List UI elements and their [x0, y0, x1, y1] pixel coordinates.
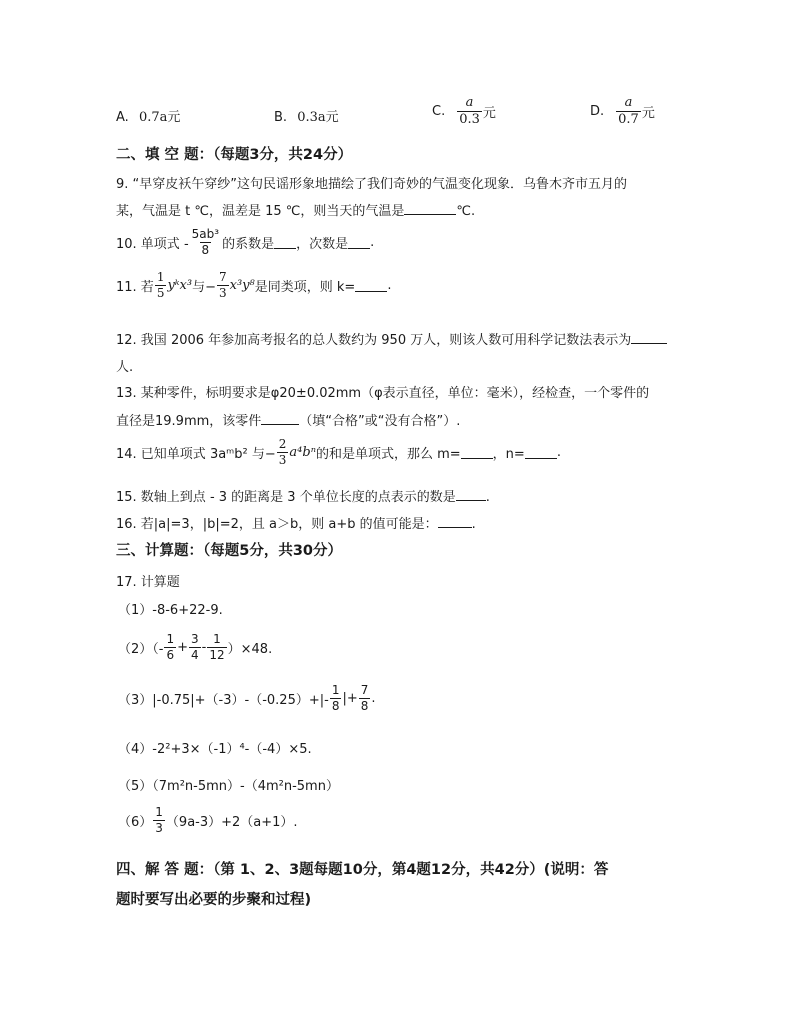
question-13-line-2: [116, 410, 460, 429]
question-10-text-2: ，次数是: [296, 236, 349, 252]
part-2-plus: +: [177, 639, 189, 655]
question-9-line-2: [116, 200, 475, 219]
fraction-numerator: 2: [278, 437, 287, 451]
question-11-fraction-1: [155, 271, 167, 299]
fraction-denominator: 0.3: [459, 111, 480, 127]
question-11-term-2: x³y⁸: [229, 277, 255, 293]
fraction-denominator: 3: [278, 452, 287, 467]
fraction-denominator: 8: [201, 242, 210, 257]
question-10-fraction: [190, 228, 221, 256]
question-10-end: .: [370, 234, 375, 250]
answer-blank-m: [461, 446, 493, 459]
question-11-term-1: yᵏx³: [167, 277, 193, 293]
question-17-part-6: [118, 806, 298, 834]
answer-blank: [438, 515, 472, 528]
fraction-numerator: 5ab³: [191, 227, 220, 241]
fraction-numerator: 1: [331, 683, 340, 697]
question-13-text-2: （填“合格”或“没有合格”）.: [299, 414, 461, 429]
answer-blank: [456, 488, 486, 501]
option-d: [590, 96, 655, 126]
option-c-label: C.: [432, 103, 446, 119]
answer-blank: [631, 331, 667, 344]
fraction-denominator: 3: [155, 820, 163, 835]
question-9-line-1: 9. “早穿皮袄午穿纱”这句民谣形象地描绘了我们奇妙的气温变化现象．乌鲁木齐市五月的: [116, 177, 628, 192]
question-13-text: 直径是19.9mm，该零件: [116, 414, 262, 429]
question-11-fraction-2: [217, 271, 229, 299]
section-4-heading-line-1: 四、解 答 题：（第 1、2、3题每题10分，第4题12分，共42分）(说明：答: [116, 862, 609, 878]
answer-blank-n: [525, 446, 557, 459]
option-d-label: D.: [590, 103, 605, 119]
part-2-minus: -: [201, 639, 207, 655]
question-14-term: a⁴bⁿ: [289, 444, 316, 460]
option-c: [432, 96, 496, 126]
question-10-prefix: 10. 单项式 -: [116, 236, 189, 252]
question-15: [116, 486, 490, 505]
option-c-fraction: [457, 96, 482, 126]
question-14-mid: ，n=: [492, 446, 525, 462]
option-b-text: 0.3a元: [297, 110, 339, 125]
part-2-prefix: （2）（-: [118, 641, 164, 657]
question-12-line-1: [116, 329, 667, 348]
question-17-title: 17. 计算题: [116, 575, 180, 590]
question-17-part-5: （5）（7m²n-5mn）-（4m²n-5mn）: [118, 779, 339, 794]
question-14-prefix: 14. 已知单项式 3aᵐb² 与−: [116, 446, 276, 462]
question-13-line-1: 13. 某种零件，标明要求是φ20±0.02mm（φ表示直径，单位：毫米），经检查，一个零件的: [116, 386, 650, 401]
part-3-prefix: （3）|-0.75|+（-3）-（-0.25）+|-: [118, 692, 329, 708]
fraction-numerator: a: [624, 95, 633, 110]
question-14-end: .: [556, 444, 561, 460]
question-17-part-1: （1）-8-6+22-9.: [118, 603, 223, 618]
fraction-numerator: 1: [166, 632, 175, 646]
fraction-denominator: 6: [166, 647, 175, 662]
fraction-numerator: 1: [155, 805, 163, 819]
fraction-denominator: 8: [360, 698, 369, 713]
question-9-text: 某，气温是 t ℃，温差是 15 ℃，则当天的气温是: [116, 204, 405, 219]
section-3-heading: 三、计算题：（每题5分，共30分）: [116, 543, 343, 559]
option-b: [274, 106, 339, 125]
question-14-fraction: [277, 438, 289, 466]
question-14-suffix: 的和是单项式，那么 m=: [315, 446, 461, 462]
question-17-part-3: [118, 684, 376, 712]
fraction-numerator: a: [465, 95, 474, 110]
fraction-numerator: 1: [213, 632, 221, 646]
option-d-fraction: [616, 96, 641, 126]
part-2-fraction-1: [164, 633, 176, 661]
part-6-fraction: [153, 806, 165, 834]
question-16-text: 16. 若|a|=3，|b|=2，且 a＞b，则 a+b 的值可能是：: [116, 517, 438, 532]
section-2-heading: 二、填 空 题：（每题3分，共24分）: [116, 147, 353, 163]
answer-blank: [404, 202, 456, 215]
question-11: [116, 271, 391, 299]
question-9-unit: ℃.: [456, 204, 476, 219]
question-16: [116, 513, 476, 532]
fraction-numerator: 7: [219, 270, 227, 284]
part-2-fraction-2: [189, 633, 201, 661]
fraction-denominator: 8: [331, 698, 340, 713]
question-14: [116, 438, 561, 466]
fraction-denominator: 4: [191, 647, 199, 662]
question-11-end: .: [387, 277, 392, 293]
question-12-line-2: 人.: [116, 360, 134, 375]
fraction-denominator: 3: [219, 285, 227, 300]
fraction-numerator: 7: [360, 683, 369, 697]
question-16-end: .: [471, 517, 476, 532]
option-b-label: B.: [274, 110, 288, 125]
answer-blank: [261, 412, 299, 425]
fraction-denominator: 5: [156, 285, 165, 300]
question-17-part-2: [118, 633, 272, 661]
answer-blank: [355, 279, 387, 292]
option-a: [116, 106, 180, 125]
part-3-end: .: [371, 690, 376, 706]
question-15-text: 15. 数轴上到点 - 3 的距离是 3 个单位长度的点表示的数是: [116, 490, 456, 505]
question-10-text: 的系数是: [222, 236, 275, 252]
question-12-text: 12. 我国 2006 年参加高考报名的总人数约为 950 万人，则该人数可用科学记数法表示为: [116, 333, 632, 348]
fraction-numerator: 1: [156, 270, 165, 284]
option-d-unit: 元: [641, 105, 655, 121]
option-c-unit: 元: [482, 105, 496, 121]
fraction-denominator: 12: [209, 647, 225, 662]
question-15-end: .: [485, 490, 490, 505]
option-a-text: 0.7a元: [138, 110, 181, 125]
part-6-suffix: （9a-3）+2（a+1）.: [165, 814, 298, 830]
fraction-denominator: 0.7: [618, 111, 639, 127]
part-2-suffix: ）×48.: [227, 641, 273, 657]
part-2-fraction-3: [207, 633, 226, 661]
answer-blank-coefficient: [274, 236, 296, 249]
option-a-label: A.: [116, 110, 129, 125]
section-4-heading-line-2: 题时要写出必要的步聚和过程): [116, 892, 312, 908]
question-10: [116, 228, 374, 256]
question-17-part-4: （4）-2²+3×（-1）⁴-（-4）×5.: [118, 742, 312, 757]
fraction-numerator: 3: [191, 632, 199, 646]
part-3-fraction-2: [359, 684, 371, 712]
question-11-mid: 与−: [192, 279, 216, 295]
part-3-mid: |+: [342, 690, 358, 706]
part-6-prefix: （6）: [118, 814, 153, 830]
part-3-fraction-1: [330, 684, 342, 712]
question-11-prefix: 11. 若: [116, 279, 154, 295]
question-11-suffix: 是同类项，则 k=: [254, 279, 356, 295]
answer-blank-degree: [348, 236, 370, 249]
